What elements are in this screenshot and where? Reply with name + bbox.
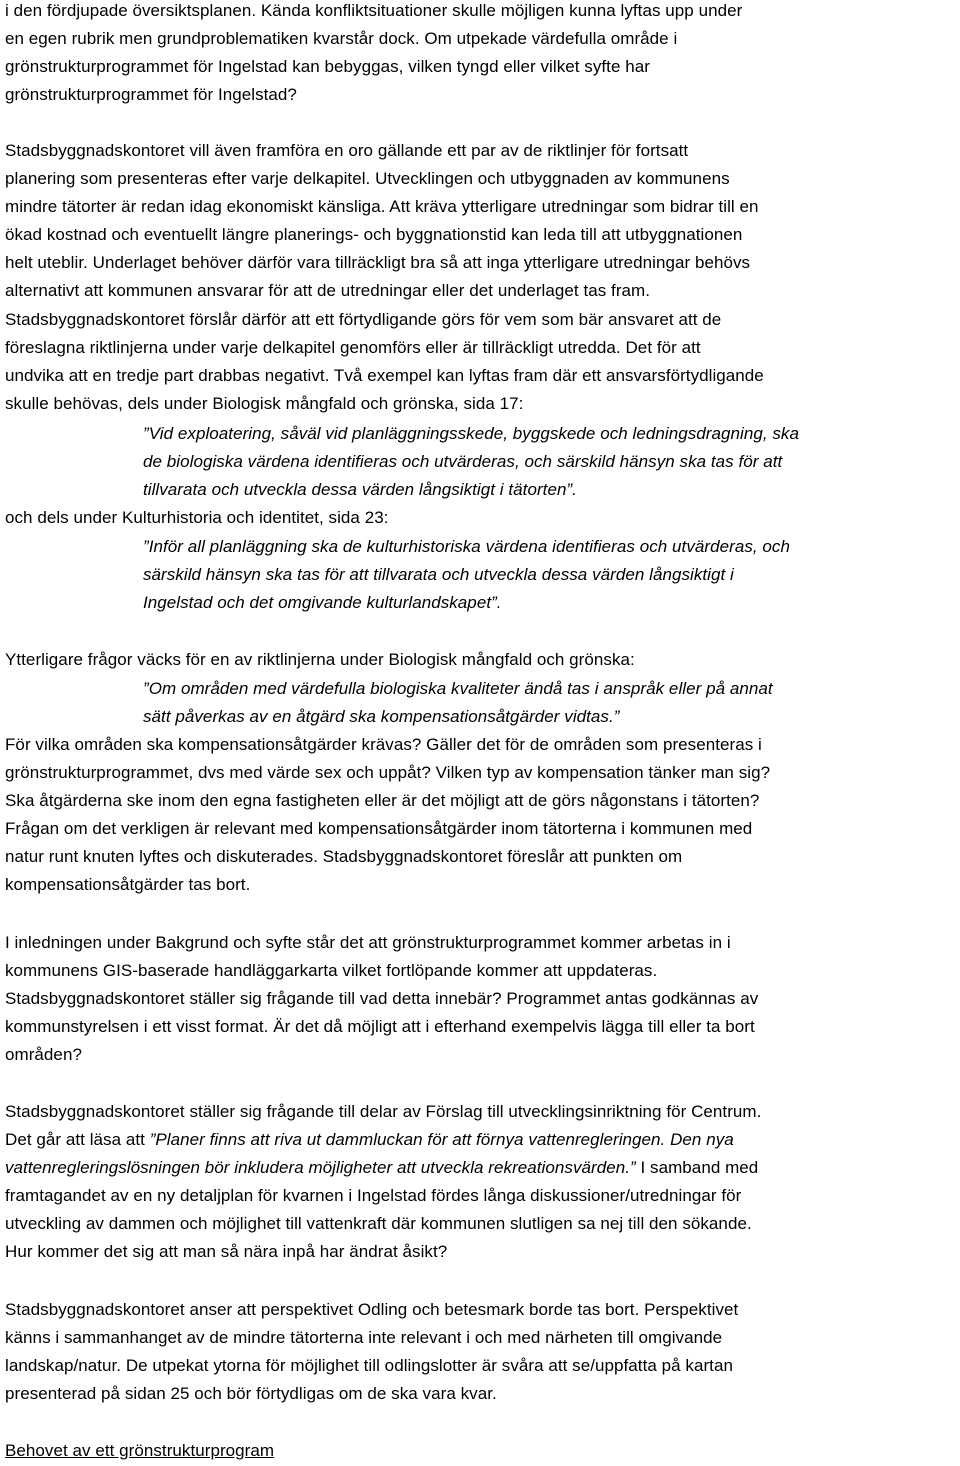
intro-line: grönstrukturprogrammet för Ingelstad kan bebyggas, vilken tyngd eller vilket syfte har — [5, 57, 650, 76]
centrum-line: Hur kommer det sig att man så nära inpå har ändrat åsikt? — [5, 1242, 448, 1261]
centrum-line: Stadsbyggnadskontoret ställer sig frågande till delar av Förslag till utvecklingsinriktning för Centrum. — [5, 1102, 762, 1121]
gis-line: områden? — [5, 1045, 82, 1064]
riktlinjer-line: Stadsbyggnadskontoret vill även framföra en oro gällande ett par av de riktlinjer för fortsatt — [5, 141, 689, 160]
riktlinjer-line: skulle behövas, dels under Biologisk mångfald och grönska, sida 17: — [5, 394, 524, 413]
centrum-line — [5, 1126, 734, 1154]
gis-line: I inledningen under Bakgrund och syfte står det att grönstrukturprogrammet kommer arbetas in i — [5, 933, 731, 952]
centrum-quote-text: ”Planer finns att riva ut dammluckan för att förnya vattenregleringen. Den nya — [149, 1130, 734, 1149]
centrum-line: framtagandet av en ny detaljplan för kvarnen i Ingelstad fördes långa diskussioner/utredningar för — [5, 1186, 742, 1205]
odling-line: Stadsbyggnadskontoret anser att perspektivet Odling och betesmark borde tas bort. Perspektivet — [5, 1300, 739, 1319]
centrum-plain-text: Det går att läsa att — [5, 1130, 150, 1149]
intro-line: i den fördjupade översiktsplanen. Kända konfliktsituationer skulle möjligen kunna lyftas upp under — [5, 1, 743, 20]
intro-line: grönstrukturprogrammet för Ingelstad? — [5, 85, 297, 104]
kompensation-line: Ska åtgärderna ske inom den egna fastigheten eller är det möjligt att de görs någonstans i tätorten? — [5, 791, 760, 810]
kompensation-line: kompensationsåtgärder tas bort. — [5, 875, 251, 894]
odling-line: känns i sammanhanget av de mindre tätorterna inte relevant i och med närheten till omgivande — [5, 1328, 723, 1347]
between-quotes-line: och dels under Kulturhistoria och identitet, sida 23: — [5, 508, 389, 527]
quote-kulturhistoria-line: särskild hänsyn ska tas för att tillvarata och utveckla dessa värden långsiktigt i — [143, 565, 734, 584]
kompensation-lead: Ytterligare frågor väcks för en av riktlinjerna under Biologisk mångfald och grönska: — [5, 650, 635, 669]
centrum-line — [5, 1154, 758, 1182]
riktlinjer-line: föreslagna riktlinjerna under varje delkapitel genomförs eller är tillräckligt utredda. Det för att — [5, 338, 701, 357]
centrum-line: utveckling av dammen och möjlighet till vattenkraft där kommunen slutligen sa nej till den sökande. — [5, 1214, 752, 1233]
riktlinjer-line: mindre tätorter är redan idag ekonomiskt känsliga. Att kräva ytterligare utredningar som bidrar till en — [5, 197, 759, 216]
kompensation-line: grönstrukturprogrammet, dvs med värde sex och uppåt? Vilken typ av kompensation tänker man sig? — [5, 763, 771, 782]
riktlinjer-line: ökad kostnad och eventuellt längre planerings- och byggnationstid kan leda till att utbyggnationen — [5, 225, 743, 244]
kompensation-line: För vilka områden ska kompensationsåtgärder krävas? Gäller det för de områden som presenteras i — [5, 735, 762, 754]
quote-biologisk-line: ”Vid exploatering, såväl vid planläggningsskede, byggskede och ledningsdragning, ska — [143, 424, 799, 443]
centrum-quote-text: vattenregleringslösningen bör inkludera möjligheter att utveckla rekreationsvärden.” — [5, 1158, 636, 1177]
section-heading: Behovet av ett grönstrukturprogram — [5, 1441, 275, 1460]
riktlinjer-line: alternativt att kommunen ansvarar för att de utredningar eller det underlaget tas fram. — [5, 281, 651, 300]
riktlinjer-line: undvika att en tredje part drabbas negativt. Två exempel kan lyftas fram där ett ansvarsförtydligande — [5, 366, 764, 385]
centrum-plain-text: I samband med — [635, 1158, 759, 1177]
quote-kulturhistoria-line: Ingelstad och det omgivande kulturlandskapet”. — [143, 593, 502, 612]
gis-line: kommunstyrelsen i ett visst format. Är det då möjligt att i efterhand exempelvis lägga till eller ta bort — [5, 1017, 755, 1036]
quote-kompensation-line: sätt påverkas av en åtgärd ska kompensationsåtgärder vidtas.” — [143, 707, 620, 726]
quote-biologisk-line: de biologiska värdena identifieras och utvärderas, och särskild hänsyn ska tas för att — [143, 452, 783, 471]
quote-kulturhistoria-line: ”Inför all planläggning ska de kulturhistoriska värdena identifieras och utvärderas, och — [143, 537, 790, 556]
quote-biologisk-line: tillvarata och utveckla dessa värden långsiktigt i tätorten”. — [143, 480, 577, 499]
kompensation-line: natur runt knuten lyftes och diskuterades. Stadsbyggnadskontoret föreslår att punkten om — [5, 847, 683, 866]
riktlinjer-line: planering som presenteras efter varje delkapitel. Utvecklingen och utbyggnaden av kommunens — [5, 169, 730, 188]
intro-line: en egen rubrik men grundproblematiken kvarstår dock. Om utpekade värdefulla område i — [5, 29, 678, 48]
riktlinjer-line: helt uteblir. Underlaget behöver därför vara tillräckligt bra så att inga ytterligare utredningar behövs — [5, 253, 751, 272]
quote-kompensation-line: ”Om områden med värdefulla biologiska kvaliteter ändå tas i anspråk eller på annat — [143, 679, 773, 698]
gis-line: Stadsbyggnadskontoret ställer sig frågande till vad detta innebär? Programmet antas godkännas av — [5, 989, 759, 1008]
kompensation-line: Frågan om det verkligen är relevant med kompensationsåtgärder inom tätorterna i kommunen med — [5, 819, 753, 838]
gis-line: kommunens GIS-baserade handläggarkarta vilket fortlöpande kommer att uppdateras. — [5, 961, 658, 980]
odling-line: landskap/natur. De utpekat ytorna för möjlighet till odlingslotter är svåra att se/uppfatta på kartan — [5, 1356, 733, 1375]
riktlinjer-line: Stadsbyggnadskontoret förslår därför att ett förtydligande görs för vem som bär ansvaret att de — [5, 310, 722, 329]
odling-line: presenterad på sidan 25 och bör förtydligas om de ska vara kvar. — [5, 1384, 497, 1403]
